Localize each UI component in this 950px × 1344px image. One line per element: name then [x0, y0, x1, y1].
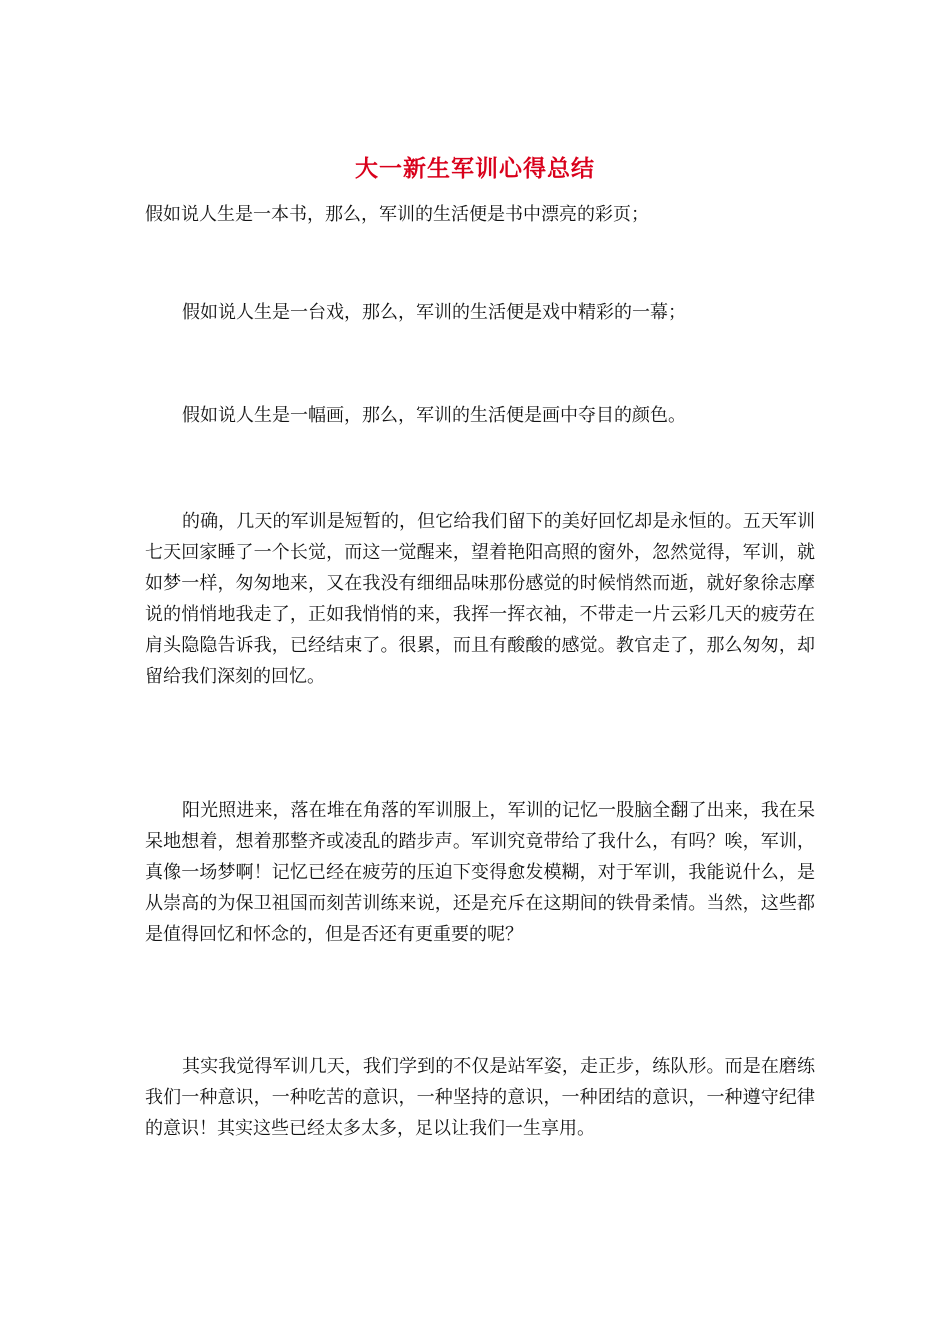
paragraph-2: 假如说人生是一台戏，那么，军训的生活便是戏中精彩的一幕； — [182, 302, 686, 323]
document-title: 大一新生军训心得总结 — [355, 156, 595, 182]
paragraph-3: 假如说人生是一幅画，那么，军训的生活便是画中夺目的颜色。 — [182, 405, 686, 426]
paragraph-4: 的确，几天的军训是短暂的，但它给我们留下的美好回忆却是永恒的。五天军训七天回家睡了一个长觉，而这一觉醒来，望着艳阳高照的窗外，忽然觉得，军训，就如梦一样，匆匆地来，又在我没有细细品味那份感觉的时候悄然而逝，就好象徐志摩说的悄悄地我走了，正如我悄悄的来，我挥一挥衣袖，不带走一片云彩几天的疲劳在肩头隐隐告诉我，已经结束了。很累，而且有酸酸的感觉。教官走了，那么匆匆，却留给我们深刻的回忆。 — [145, 511, 815, 687]
paragraph-6: 其实我觉得军训几天，我们学到的不仅是站军姿，走正步，练队形。而是在磨练我们一种意识，一种吃苦的意识，一种坚持的意识，一种团结的意识，一种遵守纪律的意识！其实这些已经太多太多，足以让我们一生享用。 — [145, 1056, 815, 1139]
paragraph-5: 阳光照进来，落在堆在角落的军训服上，军训的记忆一股脑全翻了出来，我在呆呆地想着，想着那整齐或凌乱的踏步声。军训究竟带给了我什么，有吗？唉，军训，真像一场梦啊！记忆已经在疲劳的压迫下变得愈发模糊，对于军训，我能说什么，是从崇高的为保卫祖国而刻苦训练来说，还是充斥在这期间的铁骨柔情。当然，这些都是值得回忆和怀念的，但是否还有更重要的呢？ — [145, 800, 815, 945]
paragraph-1: 假如说人生是一本书，那么，军训的生活便是书中漂亮的彩页； — [145, 204, 649, 225]
